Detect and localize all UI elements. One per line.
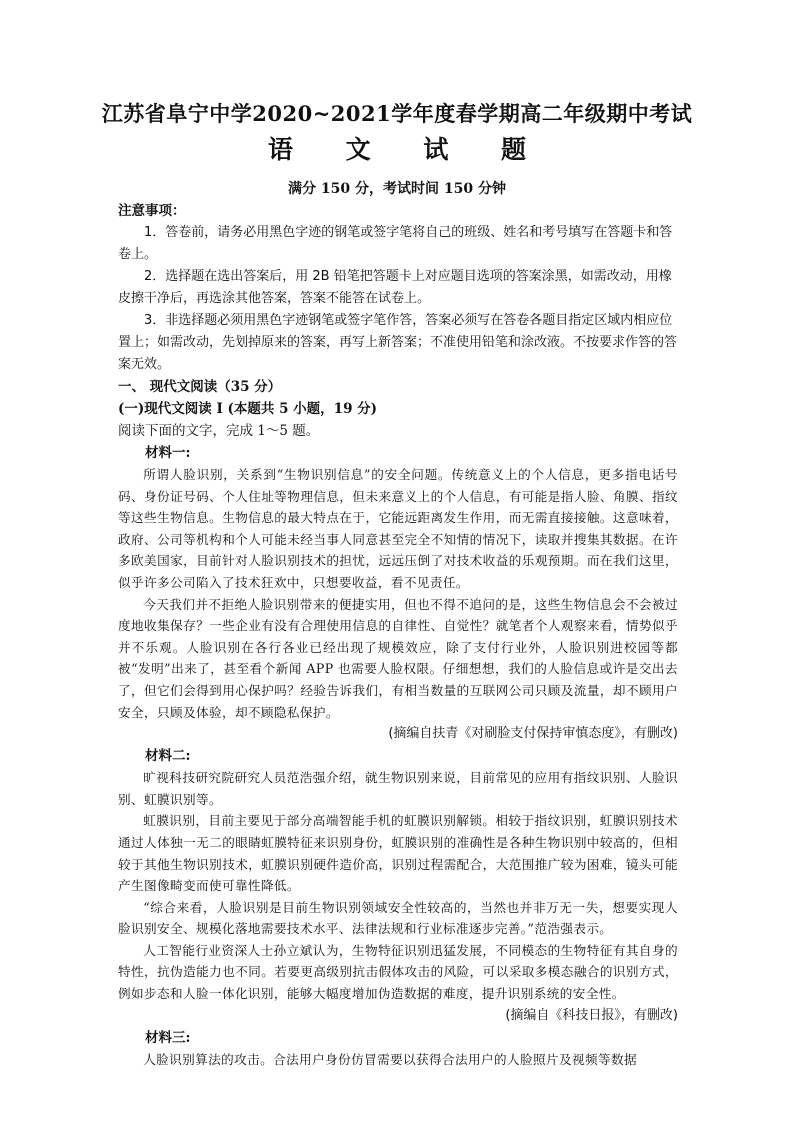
material-2-paragraph: 人工智能行业资深人士孙立斌认为，生物特征识别迅猛发展，不同模态的生物特征有其自身的特性，抗伪造能力也不同。若要更高级别抗击假体攻击的风险，可以采取多模态融合的识别方式，例如步态和人脸一体化识别，能够大幅度增加伪造数据的难度，提升识别系统的安全性。 — [118, 942, 678, 1002]
note-item-2: 2．选择题在选出答案后，用 2B 铅笔把答题卡上对应题目选项的答案涂黑，如需改动，用橡皮擦干净后，再选涂其他答案，答案不能答在试卷上。 — [118, 269, 672, 306]
section-heading: 一、 现代文阅读（35 分） — [118, 379, 282, 395]
material-2-label: 材料二: — [145, 748, 191, 765]
notes-heading: 注意事项： — [118, 203, 186, 219]
material-1-paragraph: 今天我们并不拒绝人脸识别带来的便捷实用，但也不得不追问的是，这些生物信息会不会被过度地收集保存？一些企业有没有合理使用信息的自律性、自觉性？就笔者个人观察来看，情势似乎并不乐观。人脸识别在各行各业已经出现了规模效应，除了支付行业外，人脸识别进校园等都被“发明”出来了，甚至看个新闻 APP 也需要人脸权限。仔细想想，我们的人脸信息或许是交出去了，但它们会得到用心保护吗？经验告诉我们，有相当数量的互联网公司只顾及流量，却不顾用户安全，只顾及体验，却不顾隐私保护。 — [118, 596, 678, 720]
score-line: 满分 150 分，考试时间 150 分钟 — [288, 181, 506, 197]
material-2-paragraph: “综合来看，人脸识别是目前生物识别领域安全性较高的，当然也并非万无一失，想要实现人脸识别安全、规模化落地需要技术水平、法律法规和行业标准逐步完善。”范浩强表示。 — [118, 899, 678, 937]
exam-content — [118, 200, 678, 1070]
subject-title: 语 文 试 题 — [267, 135, 549, 164]
exam-title: 江苏省阜宁中学2020~2021学年度春学期高二年级期中考试 — [101, 101, 693, 126]
material-1-paragraph: 所谓人脸识别，关系到“生物识别信息”的安全问题。传统意义上的个人信息，更多指电话号码、身份证号码、个人住址等物理信息，但未来意义上的个人信息，有可能是指人脸、角膜、指纹等这些生物信息。生物信息的最大特点在于，它能远距离发生作用，而无需直接接触。这意味着，政府、公司等机构和个人可能未经当事人同意甚至完全不知情的情况下，读取并搜集其数据。在许多欧美国家，目前针对人脸识别技术的担忧，远远压倒了对技术收益的乐观预期。而在我们这里，似乎许多公司陷入了技术狂欢中，只想要收益，看不见责任。 — [118, 467, 678, 590]
material-2-paragraph: 虹膜识别，目前主要见于部分高端智能手机的虹膜识别解锁。相较于指纹识别，虹膜识别技术通过人体独一无二的眼睛虹膜特征来识别身份，虹膜识别的准确性是各种生物识别中较高的，但相较于其他生物识别技术，虹膜识别硬件造价高，识别过程需配合，大范围推广较为困难，镜头可能产生图像畸变而使可靠性降低。 — [118, 813, 678, 894]
section-instruction: 阅读下面的文字，完成 1～5 题。 — [118, 423, 320, 439]
material-1-source: (摘编自扶青《对刷脸支付保持审慎态度》，有删改) — [388, 726, 678, 742]
material-2-source: (摘编自《科技日报》，有删改) — [505, 1007, 678, 1023]
material-2-paragraph: 旷视科技研究院研究人员范浩强介绍，就生物识别来说，目前常见的应用有指纹识别、人脸识别、虹膜识别等。 — [118, 770, 678, 807]
material-1-label: 材料一: — [145, 445, 191, 461]
material-3-label: 材料三: — [145, 1029, 191, 1046]
note-item-3: 3．非选择题必须用黑色字迹钢笔或签字笔作答，答案必须写在答卷各题目指定区域内相应位置上；如需改动，先划掉原来的答案，再写上新答案；不准使用铅笔和涂改液。不按要求作答的答案无效。 — [118, 313, 678, 372]
material-3-paragraph: 人脸识别算法的攻击。合法用户身份仿冒需要以获得合法用户的人脸照片及视频等数据 — [143, 1051, 637, 1067]
section-sub-heading: (一)现代文阅读 I (本题共 5 小题，19 分) — [118, 401, 378, 417]
note-item-1: 1．答卷前，请务必用黑色字迹的钢笔或签字笔将自己的班级、姓名和考号填写在答题卡和答卷上。 — [118, 225, 673, 262]
